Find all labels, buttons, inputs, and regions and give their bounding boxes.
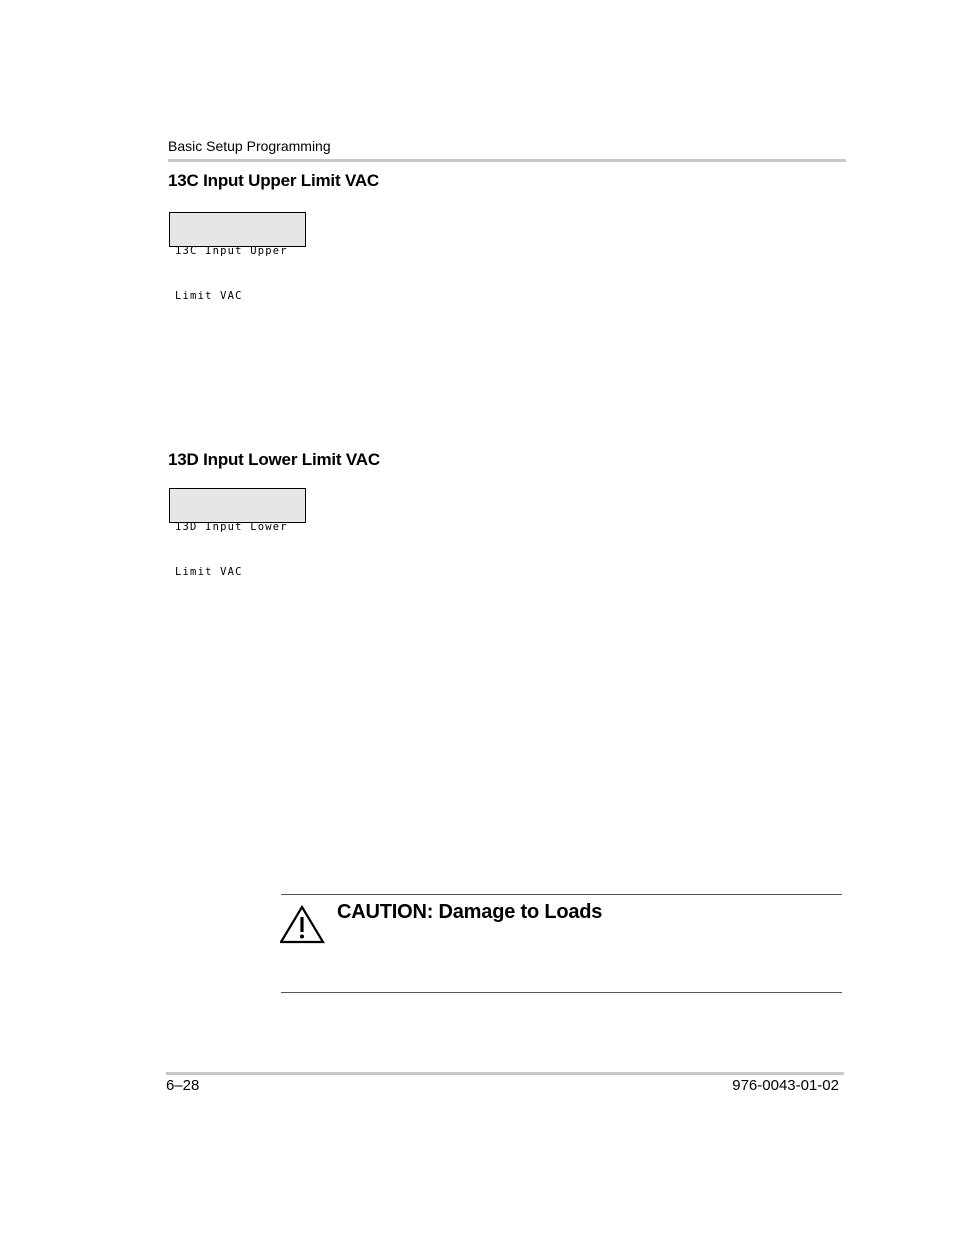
- lcd-line: 13C Input Upper: [175, 245, 288, 257]
- section-title-13c: 13C Input Upper Limit VAC: [168, 171, 379, 190]
- lcd-display-13d: [169, 488, 306, 578]
- footer-rule: [166, 1072, 844, 1075]
- lcd-display-13c: [169, 212, 306, 302]
- doc-number: 976-0043-01-02: [732, 1077, 839, 1094]
- page-number: 6–28: [166, 1077, 200, 1094]
- running-head: Basic Setup Programming: [168, 138, 331, 154]
- caution-title: CAUTION: Damage to Loads: [337, 901, 603, 923]
- lcd-line: Limit VAC: [175, 290, 243, 302]
- lcd-line: 13D Input Lower: [175, 521, 288, 533]
- header-rule: [168, 159, 846, 162]
- lcd-line: Limit VAC: [175, 566, 243, 578]
- caution-rule-bottom: [281, 992, 842, 993]
- caution-rule-top: [281, 894, 842, 895]
- section-title-13d: 13D Input Lower Limit VAC: [168, 450, 380, 469]
- warning-triangle-icon: [280, 905, 326, 945]
